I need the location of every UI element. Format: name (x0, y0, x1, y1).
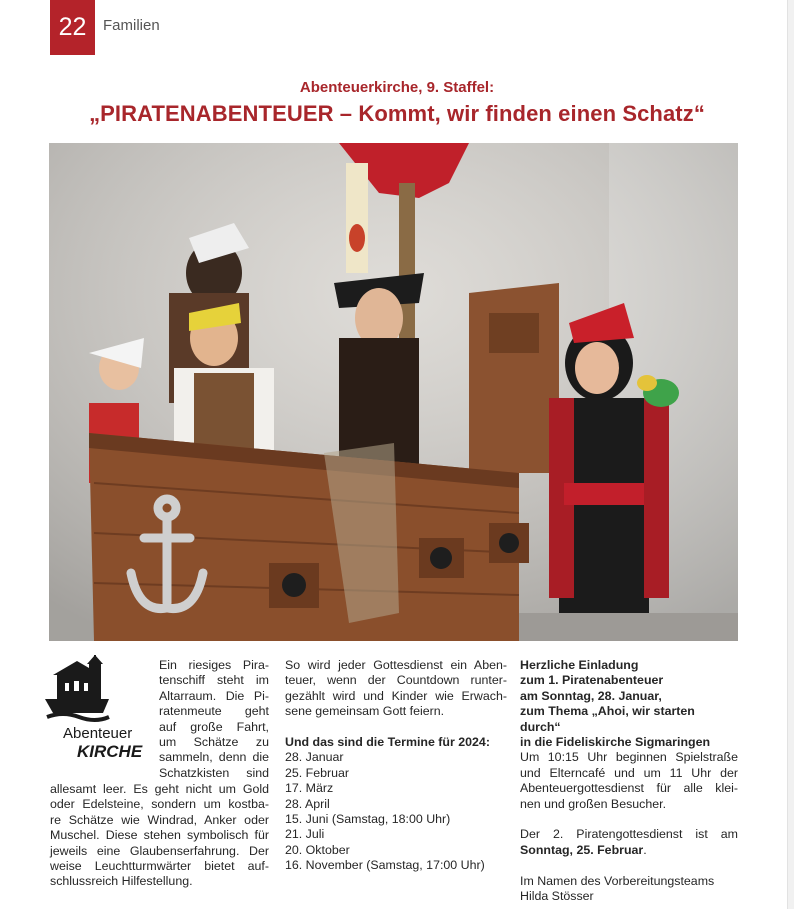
text-line: allesamt leer. Es geht nicht um Gold (50, 782, 269, 796)
signature-line: Im Namen des Vorbereitungsteams (520, 873, 715, 888)
date-item: 21. Juli (285, 827, 325, 842)
text-line: gezählt wird und Kinder wie Erwach- (285, 688, 507, 703)
second-service-line (520, 843, 738, 858)
invite-line: zum 1. Piratenabenteuer (520, 673, 664, 688)
text-line: ratenmeute geht (159, 704, 269, 719)
date-item: 15. Juni (Samstag, 18:00 Uhr) (285, 812, 451, 827)
text-line: re Schätze wie Windrad, Anker oder (50, 812, 269, 827)
article-kicker: Abenteuerkirche, 9. Staffel: (299, 79, 495, 96)
text-line: teuer, wenn der Countdown runter- (285, 673, 507, 688)
column-3 (520, 658, 738, 904)
text-line: Der 2. Piratengottesdienst ist am (520, 827, 738, 842)
text-line: Um 10:15 Uhr beginnen Spielstraße (520, 750, 738, 765)
text-line: jeweils eine Glaubenserfahrung. Der (50, 843, 269, 858)
text-line: tenschiff steht im (159, 673, 269, 688)
text-line: schlussreich Hilfestellung. (50, 874, 193, 889)
text-line: Altarraum. Die Pi- (159, 688, 269, 703)
second-service-date: Sonntag, 25. Februar (520, 842, 644, 857)
text-line: Muschel. Diese stehen symbolisch für (50, 828, 269, 843)
column-2 (285, 658, 507, 874)
text-line: sammeln, denn die (159, 750, 269, 765)
text-line: auf große Fahrt, (159, 719, 269, 734)
section-title: Familien (103, 17, 160, 34)
date-item: 20. Oktober (285, 842, 350, 857)
text-line: sene gemeinsam Gott feiern. (285, 704, 445, 719)
text-line: oder Edelsteine, sondern um kostba- (50, 797, 269, 812)
date-item: 17. März (285, 781, 334, 796)
logo-line1: Abenteuer (63, 725, 133, 742)
article-headline: „PIRATENABENTEUER – Kommt, wir finden einen Schatz“ (89, 101, 705, 126)
second-service-period: . (643, 842, 647, 857)
invite-line: am Sonntag, 28. Januar, (520, 688, 662, 703)
article-photo (49, 143, 738, 641)
text-line: um Schätze zu (159, 735, 269, 750)
column-1-text (50, 782, 269, 890)
invite-line: in die Fideliskirche Sigmaringen (520, 735, 711, 750)
text-line: Abenteuergottesdienst für alle klei- (520, 781, 738, 796)
church-boat-icon (43, 655, 155, 767)
page-number (50, 0, 95, 55)
invite-line: zum Thema „Ahoi, wir starten durch“ (520, 704, 695, 734)
signature-name: Hilda Stösser (520, 889, 594, 904)
text-line: und Elterncafé und um 11 Uhr der (520, 765, 738, 780)
text-line: nen und großen Besucher. (520, 796, 667, 811)
page-edge (787, 0, 794, 909)
text-line: Schatzkisten sind (159, 765, 269, 780)
invite-line: Herzliche Einladung (520, 658, 639, 672)
logo-line2: KIRCHE (77, 742, 143, 761)
page-number-text: 22 (58, 13, 87, 41)
date-item: 25. Februar (285, 765, 350, 780)
column-1-wrapped-text (159, 658, 269, 781)
date-item: 28. April (285, 796, 330, 811)
text-line: weise Leuchtturmwärter bietet auf- (50, 859, 269, 874)
date-item: 28. Januar (285, 750, 344, 765)
date-item: 16. November (Samstag, 17:00 Uhr) (285, 858, 485, 873)
dates-heading: Und das sind die Termine für 2024: (285, 735, 490, 750)
abenteuerkirche-logo (43, 655, 155, 767)
text-line: Ein riesiges Pira- (159, 658, 269, 672)
text-line: So wird jeder Gottesdienst ein Aben- (285, 658, 507, 672)
